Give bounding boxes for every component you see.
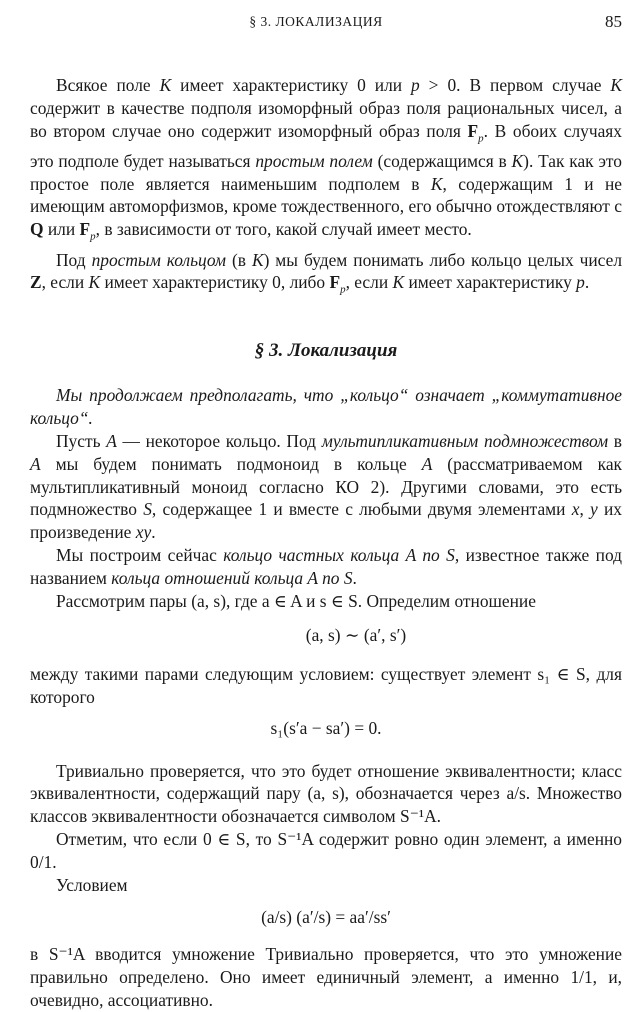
paragraph-equivalence-class: Тривиально проверяется, что это будет отношение эквивалентности; класс эквивалентности, содержащий пару (a, s), обозначается через a/s. Множество классов эквивалентности обозначается символом S⁻¹A. [30,760,622,827]
page-body [30,74,622,1012]
formula-multiplication: (a/s) (a′/s) = aa′/ss′ [261,907,391,928]
paragraph-condition: между такими парами следующим условием: существует элемент s₁ ∈ S, для которого [30,664,622,707]
spacer [30,302,622,334]
paragraph-assumption: Мы продолжаем предполагать, что „кольцо“ означает „коммутативное кольцо“. [30,385,622,429]
paragraph-ring-of-fractions: Мы построим сейчас кольцо частных кольца A по S, известное также под названием кольца отношений кольца A по S. [30,544,622,588]
paragraph-multiplication: в S⁻¹A вводится умножение Тривиально проверяется, что это умножение правильно определено. Оно имеет единичный элемент, а именно 1/1, и, очевидно, ассоциативно. [30,944,622,1010]
term-prime-ring: простым кольцом [91,249,227,270]
paragraph-multiplicative-subset: Пусть A — некоторое кольцо. Под мультипликативным подмножеством в A мы будем понимать подмоноид в кольце A (рассматриваемом как мультипликативный моноид согласно КО 2). Другими словами, это есть подмножество S, содержащее 1 и вместе с любыми двумя элементами x, y их произведение xy. [30,430,622,543]
page-header [0,10,632,36]
term-multiplicative-subset: мультипликативным подмножеством [321,430,609,451]
term-ring-of-fractions: кольцо частных кольца A по S [223,544,455,565]
paragraph-zero-case: Отметим, что если 0 ∈ S, то S⁻¹A содержит ровно один элемент, а именно 0/1. [30,828,622,872]
term-ring-of-quotients: кольца отношений кольца A по S [111,567,353,588]
formula-equivalence: (a, s) ∼ (a′, s′) [305,625,407,646]
paragraph-condition-label: Условием [56,874,128,895]
running-head: § 3. ЛОКАЛИЗАЦИЯ [249,14,383,29]
paragraph-pairs: Рассмотрим пары (a, s), где a ∈ A и s ∈ S. Определим отношение [56,590,536,611]
term-prime-field: простым полем [255,150,373,171]
section-heading: § 3. Локализация [254,339,398,361]
formula-condition: s₁(s′a − sa′) = 0. [270,717,382,738]
paragraph-prime-ring: Под простым кольцом (в K) мы будем понимать либо кольцо целых чисел Z, если K имеет характеристику 0, либо $F_p$, если K имеет характеристику p. [30,249,623,296]
paragraph-characteristic: Всякое поле K имеет характеристику 0 или p > 0. В первом случае K содержит в качестве подполя изоморфный образ поля рациональных чисел, а во втором случае оно содержит изоморфный образ поля $F_p$. В обоих случаях это подполе будет называться простым полем (содержащимся в K). Так как это простое поле является наименьшим подполем в K, содержащим 1 и не имеющим автоморфизмов, кроме тождественного, его обычно отождествляют с Q или $F_p$, в зависимости от того, какой случай имеет место. [30,75,622,243]
page-number: 85 [605,12,622,31]
